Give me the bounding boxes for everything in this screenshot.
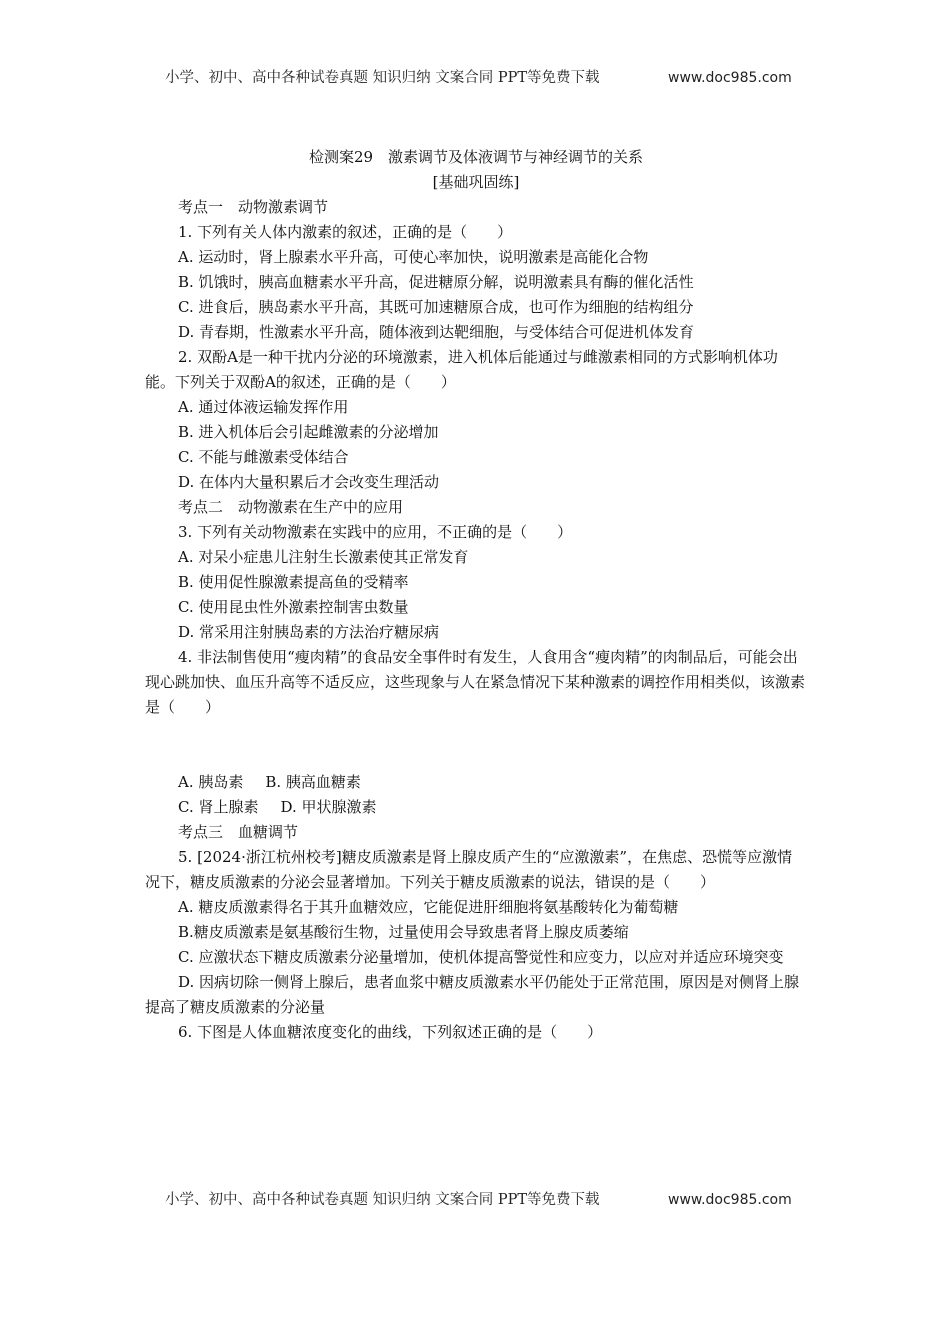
option: B. 胰高血糖素: [265, 773, 361, 791]
option: D. 在体内大量积累后才会改变生理活动: [178, 473, 440, 491]
option-row: [145, 770, 807, 795]
document-title: 检测案29 激素调节及体液调节与神经调节的关系: [308, 148, 644, 166]
header-text: 小学、初中、高中各种试卷真题 知识归纳 文案合同 PPT等免费下载: [165, 70, 600, 86]
section-heading: 考点三 血糖调节: [178, 823, 299, 841]
question-stem: 2. 双酚A是一种干扰内分泌的环境激素，进入机体后能通过与雌激素相同的方式影响机体功能。下列关于双酚A的叙述，正确的是（ ）: [145, 348, 778, 391]
option: B. 饥饿时，胰高血糖素水平升高，促进糖原分解，说明激素具有酶的催化活性: [178, 273, 694, 291]
question-stem: 4. 非法制售使用“瘦肉精”的食品安全事件时有发生，人食用含“瘦肉精”的肉制品后，可能会出现心跳加快、血压升高等不适反应，这些现象与人在紧急情况下某种激素的调控作用相类似，该激素是（ ）: [145, 648, 806, 716]
option: B.糖皮质激素是氨基酸衍生物，过量使用会导致患者肾上腺皮质萎缩: [178, 923, 629, 941]
option: C. 不能与雌激素受体结合: [178, 448, 349, 466]
option: B. 使用促性腺激素提高鱼的受精率: [178, 573, 409, 591]
option: A. 通过体液运输发挥作用: [178, 398, 349, 416]
question-stem: 1. 下列有关人体内激素的叙述，正确的是（ ）: [178, 223, 513, 241]
document-subtitle: [基础巩固练]: [432, 173, 520, 191]
question-stem: 6. 下图是人体血糖浓度变化的曲线，下列叙述正确的是（ ）: [178, 1023, 603, 1041]
option: A. 运动时，肾上腺素水平升高，可使心率加快，说明激素是高能化合物: [178, 248, 649, 266]
document-body: [145, 145, 807, 1045]
option: B. 进入机体后会引起雌激素的分泌增加: [178, 423, 439, 441]
question-stem: 3. 下列有关动物激素在实践中的应用，不正确的是（ ）: [178, 523, 573, 541]
option: A. 糖皮质激素得名于其升血糖效应，它能促进肝细胞将氨基酸转化为葡萄糖: [178, 898, 679, 916]
option: D. 甲状腺激素: [280, 798, 377, 816]
section-heading: 考点一 动物激素调节: [178, 198, 329, 216]
blank-space: [145, 720, 807, 770]
section-heading: 考点二 动物激素在生产中的应用: [178, 498, 404, 516]
option: A. 胰岛素: [178, 773, 244, 791]
option: C. 进食后，胰岛素水平升高，其既可加速糖原合成，也可作为细胞的结构组分: [178, 298, 694, 316]
header-site-link[interactable]: www.doc985.com: [668, 70, 792, 86]
footer-site-link[interactable]: www.doc985.com: [668, 1192, 792, 1208]
option-row: [145, 795, 807, 820]
option: A. 对呆小症患儿注射生长激素使其正常发育: [178, 548, 469, 566]
option: C. 应激状态下糖皮质激素分泌量增加，使机体提高警觉性和应变力，以应对并适应环境突变: [178, 948, 784, 966]
footer-text: 小学、初中、高中各种试卷真题 知识归纳 文案合同 PPT等免费下载: [165, 1192, 600, 1208]
option: C. 使用昆虫性外激素控制害虫数量: [178, 598, 409, 616]
option: C. 肾上腺素: [178, 798, 259, 816]
option: D. 青春期，性激素水平升高，随体液到达靶细胞，与受体结合可促进机体发育: [178, 323, 695, 341]
option: D. 常采用注射胰岛素的方法治疗糖尿病: [178, 623, 440, 641]
option: D. 因病切除一侧肾上腺后，患者血浆中糖皮质激素水平仍能处于正常范围，原因是对侧肾上腺提高了糖皮质激素的分泌量: [145, 973, 800, 1016]
question-stem: 5. [2024·浙江杭州校考]糖皮质激素是肾上腺皮质产生的“应激激素”，在焦虑、恐慌等应激情况下，糖皮质激素的分泌会显著增加。下列关于糖皮质激素的说法，错误的是（ ）: [145, 848, 793, 891]
